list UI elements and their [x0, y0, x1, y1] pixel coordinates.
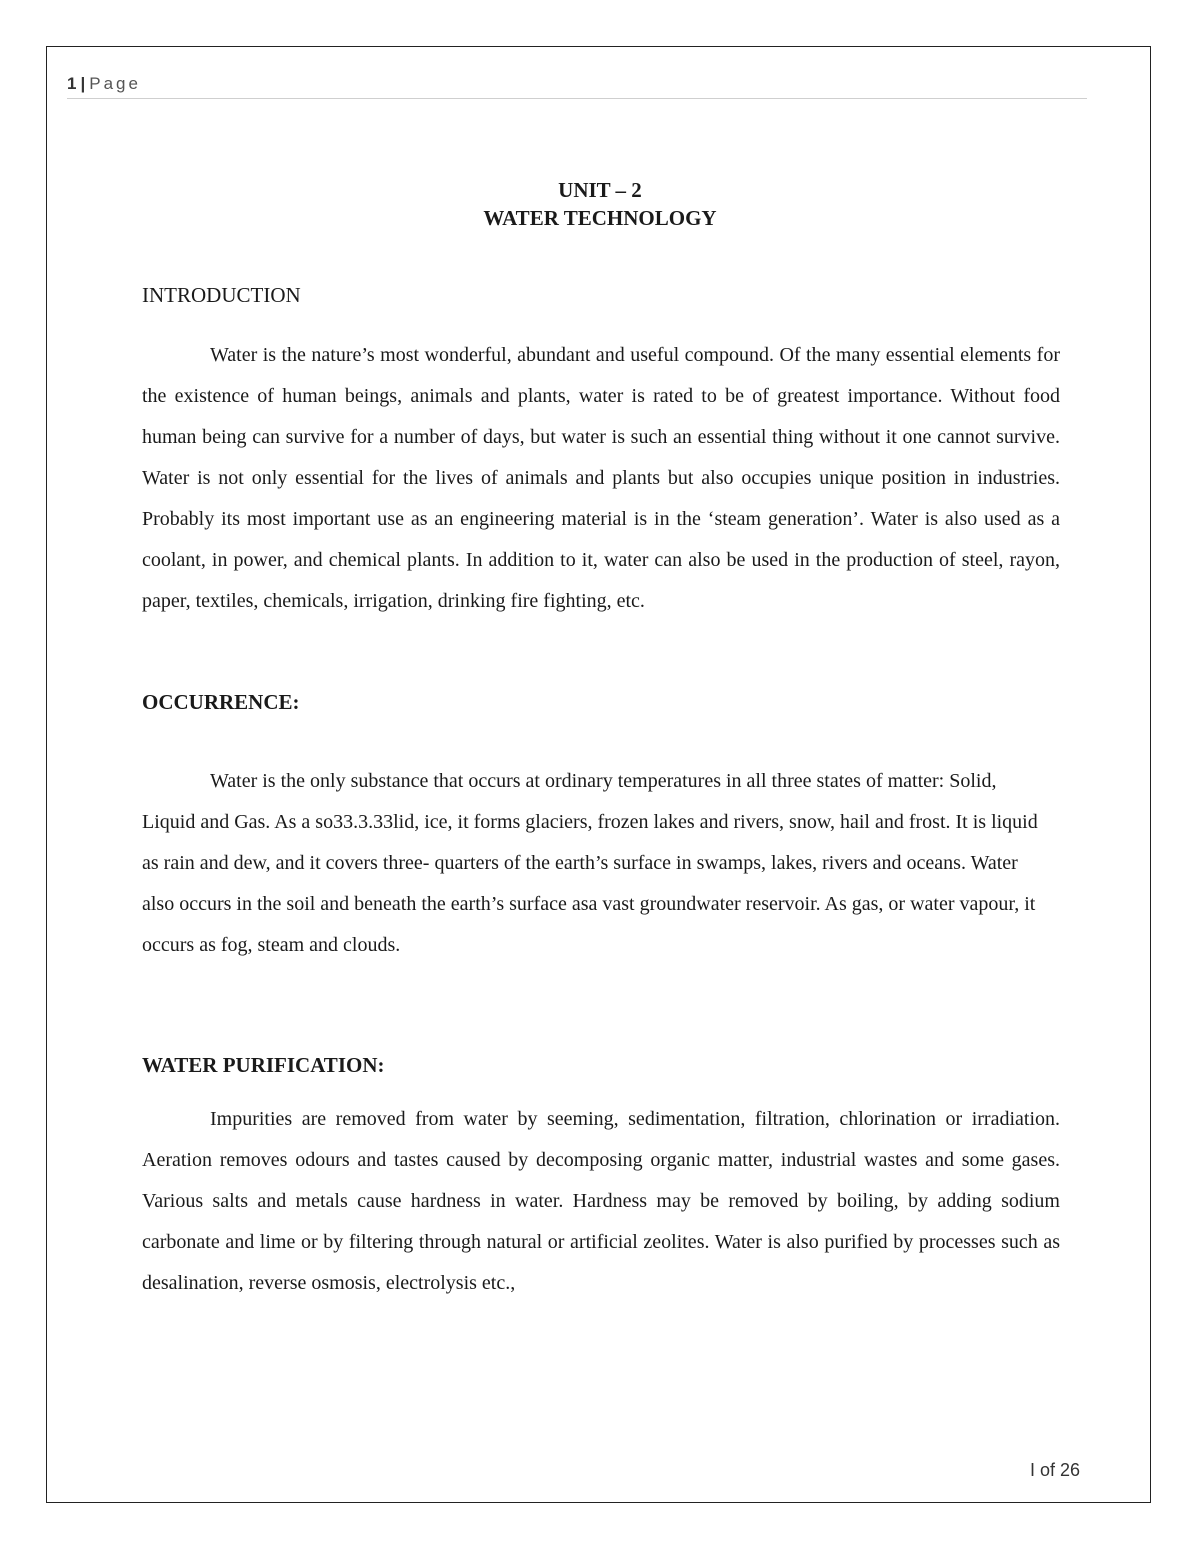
occurrence-paragraph: Water is the only substance that occurs at ordinary temperatures in all three states of matter: Solid, Liquid and Gas. As a so33.3.33lid, ice, it forms glaciers, frozen lakes and rivers, snow, hail and frost. It is liquid as rain and dew, and it covers three- quarters of the earth’s surface in swamps, lakes, rivers and oceans. Water also occurs in the soil and beneath the earth’s surface asa vast groundwater reservoir. As gas, or water vapour, it occurs as fog, steam and clouds. [142, 770, 1038, 956]
header-page-number: 1 [67, 74, 77, 93]
purification-paragraph: Impurities are removed from water by seeming, sedimentation, filtration, chlorination or irradiation. Aeration removes odours and tastes caused by decomposing organic matter, industrial wastes and some gases. Various salts and metals cause hardness in water. Hardness may be removed by boiling, by adding sodium carbonate and lime or by filtering through natural or artificial zeolites. Water is also purified by processes such as desalination, reverse osmosis, electrolysis etc., [142, 1108, 1060, 1294]
page-header [67, 74, 1087, 99]
document-title: WATER TECHNOLOGY [483, 206, 717, 230]
header-page-label: Page [89, 74, 141, 93]
header-separator: | [80, 74, 86, 93]
purification-heading: WATER PURIFICATION: [142, 1053, 385, 1077]
introduction-paragraph: Water is the nature’s most wonderful, abundant and useful compound. Of the many essential elements for the existence of human beings, animals and plants, water is rated to be of greatest importance. Without food human being can survive for a number of days, but water is such an essential thing without it one cannot survive. Water is not only essential for the lives of animals and plants but also occupies unique position in industries. Probably its most important use as an engineering material is in the ‘steam generation’. Water is also used as a coolant, in power, and chemical plants. In addition to it, water can also be used in the production of steel, rayon, paper, textiles, chemicals, irrigation, drinking fire fighting, etc. [142, 344, 1060, 612]
page-count-footer: I of 26 [1030, 1460, 1081, 1480]
unit-title: UNIT – 2 [558, 178, 642, 202]
introduction-heading: INTRODUCTION [142, 283, 301, 307]
occurrence-heading: OCCURRENCE: [142, 690, 300, 714]
